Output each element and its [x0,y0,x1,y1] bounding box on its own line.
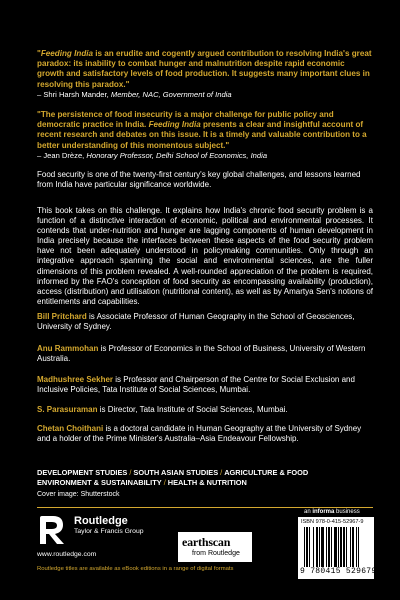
barcode-icon [304,527,368,567]
intro-paragraph: Food security is one of the twenty-first century's key global challenges, and lessons learned from India have particular significance worldwide. [37,170,361,190]
author-bio: Chetan Choithani is a doctoral candidate in Human Geography at the University of Sydney and a holder of the Prime Minister's Australia–Asia Endeavour Fellowship. [37,424,362,444]
earthscan-from: from Routledge [192,550,240,557]
quote-2-attribution: – Jean Drèze, Honorary Professor, Delhi School of Economics, India [37,150,268,160]
author-bio: Anu Rammohan is Professor of Economics in the School of Business, University of Western Australia. [37,344,366,364]
author-bio: Madhushree Sekher is Professor and Chairperson of the Centre for Social Exclusion and Inclusive Policies, Tata Institute of Social Sciences, Mumbai. [37,375,355,395]
author-bio: S. Parasuraman is Director, Tata Institute of Social Sciences, Mumbai. [37,405,288,414]
informa-credit: an informa business [304,509,360,515]
author-bio: Bill Pritchard is Associate Professor of Human Geography in the School of Geosciences, University of Sydney. [37,312,355,332]
author-name: S. Parasuraman [37,405,98,414]
subject-label: HEALTH & NUTRITION [167,478,247,487]
subject-label: DEVELOPMENT STUDIES [37,468,128,477]
isbn-label: ISBN 978-0-415-52967-9 [301,519,364,525]
subject-label: SOUTH ASIAN STUDIES [133,468,219,477]
publisher-url[interactable]: www.routledge.com [37,551,97,558]
cover-image-credit: Cover image: Shutterstock [37,491,120,498]
isbn-digits: 9 780415 529679 [300,567,377,576]
divider [37,507,373,508]
quote-1-text: "Feeding India is an erudite and cogently argued contribution to resolving India's great paradox: its inability to combat hunger and malnutrition despite rapid economic growth and satisfactory levels of food production. It suggests many important clues in resolving this paradox." [37,49,372,89]
isbn-barcode [298,517,377,579]
endorsement-quote-2 [37,110,373,161]
ebook-note: Routledge titles are available as eBook editions in a range of digital formats [37,566,234,572]
routledge-r-icon [37,514,67,546]
subject-label: ENVIRONMENT & SUSTAINABILITY [37,478,162,487]
publisher-name: Routledge [74,515,128,527]
author-name: Madhushree Sekher [37,375,114,384]
author-name: Chetan Choithani [37,424,104,433]
earthscan-logo [178,532,252,562]
quote-2-text: "The persistence of food insecurity is a major challenge for public policy and democratic practice in India. Feeding India presents a clear and insightful account of recent research and debates on this issue. It is a timely and valuable contribution to a better understanding of this momentous subject." [37,110,367,150]
quote-1-attribution: – Shri Harsh Mander, Member, NAC, Government of India [37,89,232,99]
author-name: Bill Pritchard [37,312,87,321]
publisher-group: Taylor & Francis Group [74,528,144,535]
endorsement-quote-1 [37,49,373,100]
subject-label: AGRICULTURE & FOOD [224,468,309,477]
earthscan-name: earthscan [182,535,231,549]
description-paragraph: This book takes on this challenge. It explains how India's chronic food security problem is a function of a distinctive interaction of economic, political and environmental processes. It contends that under-nutrition and hunger are lagging components of human development in India precisely because the interfaces between these aspects of the food security problem have not been adequately understood in policymaking communities. Only through an integrative approach spanning the social and environmental sciences, are the fuller dimensions of this problem revealed. A well-rounded appreciation of the problem is required, informed by the FAO's conception of food security as encompassing availability (production), access (distribution) and utilisation (nutritional content), as well as by Amartya Sen's notions of entitlements and capabilities. [37,206,373,306]
author-name: Anu Rammohan [37,344,99,353]
subject-categories: DEVELOPMENT STUDIES / SOUTH ASIAN STUDIES / AGRICULTURE & FOOD ENVIRONMENT & SUSTAINABILITY / HEALTH & NUTRITION [37,468,309,487]
